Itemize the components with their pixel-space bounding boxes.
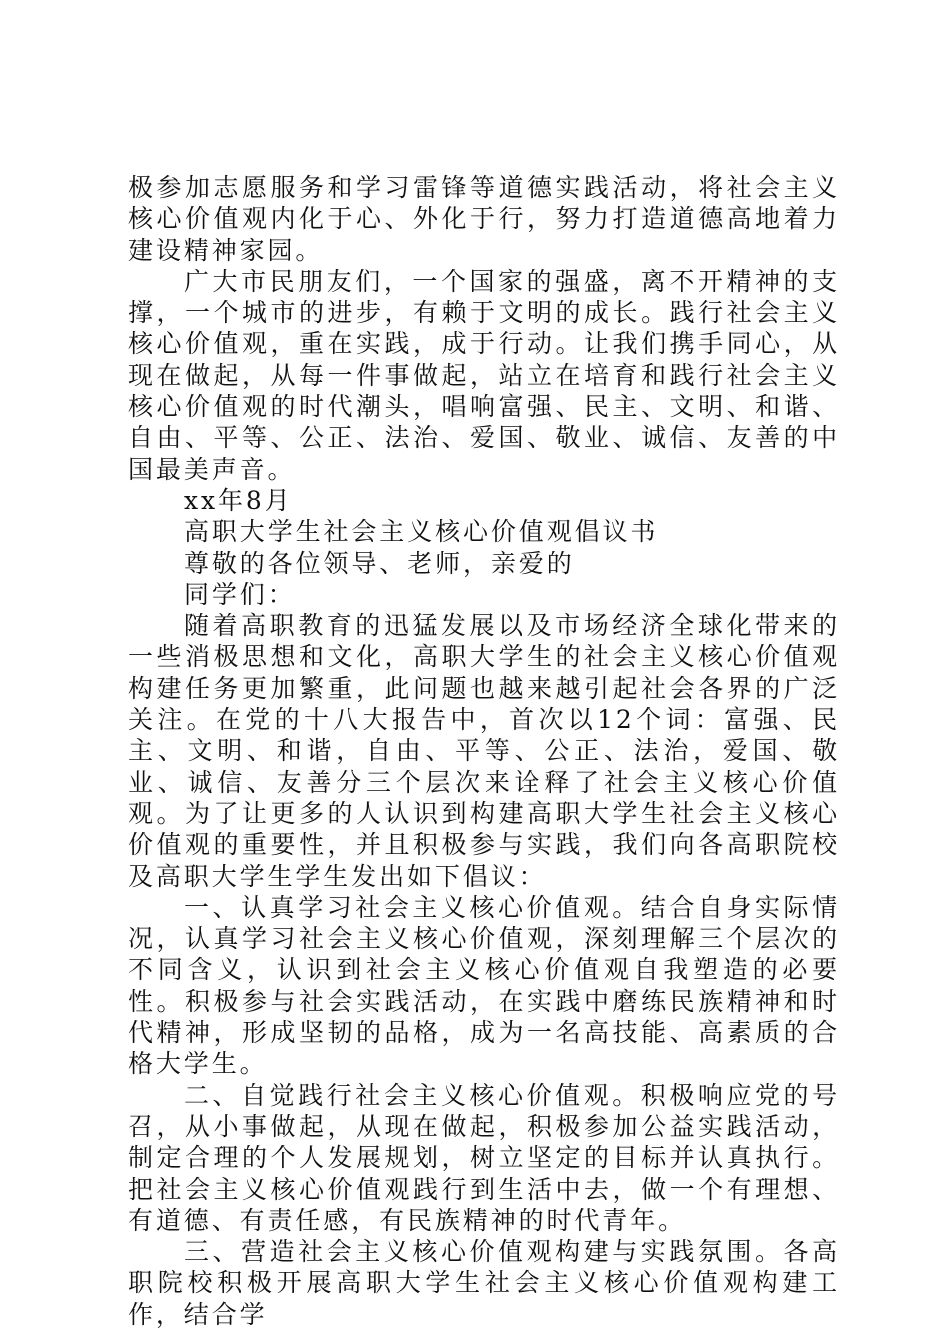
paragraph-appeal: 广大市民朋友们，一个国家的强盛，离不开精神的支撑，一个城市的进步，有赖于文明的成长。践行社会主义核心价值观，重在实践，成于行动。让我们携手同心，从现在做起，从每一件事做起，站立在培育和践行社会主义核心价值观的时代潮头，唱响富强、民主、文明、和谐、自由、平等、公正、法治、爱国、敬业、诚信、友善的中国最美声音。: [128, 266, 840, 484]
paragraph-intro: 随着高职教育的迅猛发展以及市场经济全球化带来的一些消极思想和文化，高职大学生的社会主义核心价值观构建任务更加繁重，此问题也越来越引起社会各界的广泛关注。在党的十八大报告中，首次以12个词：富强、民主、文明、和谐，自由、平等、公正、法治，爱国、敬业、诚信、友善分三个层次来诠释了社会主义核心价值观。为了让更多的人认识到构建高职大学生社会主义核心价值观的重要性，并且积极参与实践，我们向各高职院校及高职大学生学生发出如下倡议：: [128, 611, 840, 891]
paragraph-point-3: 三、营造社会主义核心价值观构建与实践氛围。各高职院校积极开展高职大学生社会主义核心价值观构建工作，结合学: [128, 1237, 840, 1329]
paragraph-point-2: 二、自觉践行社会主义核心价值观。积极响应党的号召，从小事做起，从现在做起，积极参加公益实践活动，制定合理的个人发展规划，树立坚定的目标并认真执行。把社会主义核心价值观践行到生活中去，做一个有理想、有道德、有责任感，有民族精神的时代青年。: [128, 1080, 840, 1235]
paragraph-point-1: 一、认真学习社会主义核心价值观。结合自身实际情况，认真学习社会主义核心价值观，深刻理解三个层次的不同含义，认识到社会主义核心价值观自我塑造的必要性。积极参与社会实践活动，在实践中磨练民族精神和时代精神，形成坚韧的品格，成为一名高技能、高素质的合格大学生。: [128, 892, 840, 1079]
salutation-line-2: 同学们：: [184, 579, 296, 609]
document-title: 高职大学生社会主义核心价值观倡议书: [184, 517, 659, 547]
date-line: xx年8月: [184, 485, 293, 515]
paragraph-continuation: 极参加志愿服务和学习雷锋等道德实践活动，将社会主义核心价值观内化于心、外化于行，努力打造道德高地着力建设精神家园。: [128, 173, 840, 265]
salutation-line-1: 尊敬的各位领导、老师，亲爱的: [184, 548, 575, 578]
document-body: [128, 172, 840, 1330]
